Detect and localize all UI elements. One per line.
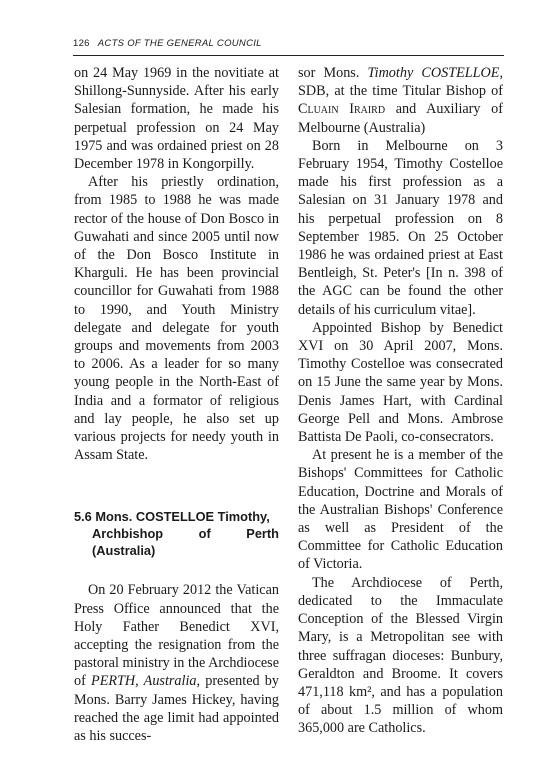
page-number: 126 <box>73 38 90 49</box>
text-run: sor Mons. <box>298 65 368 81</box>
text-run: On 20 February 2012 the Vatican Press Office announced that the Holy Father Benedict XVI, accepting the resignation from the pastoral ministry in the Archdiocese of <box>74 582 279 690</box>
paragraph: The Archdiocese of Perth, dedicated to the Immaculate Conception of the Blessed Virgin Mary, is a Metropolitan see with three suffragan dioceses: Bunbury, Geraldton and Broome. It covers 471,118 km², and has a population of about 1.5 million of whom 365,000 are Catholics. <box>298 574 503 737</box>
section-title-line2: Archbishop of Perth (Australia) <box>92 526 279 559</box>
paragraph: Born in Melbourne on 3 February 1954, Timothy Costelloe made his first profession as a Salesian on 31 January 1978 and his perpetual profession on 8 September 1985. On 25 October 1986 he was ordained priest at East Bentleigh, St. Peter's [In n. 398 of the AGC can be found the other details of his curriculum vitae]. <box>298 137 503 318</box>
section-spacer <box>74 464 279 508</box>
section-number: 5.6 <box>74 509 92 525</box>
text-run: and Auxiliary of Melbourne (Australia) <box>298 101 503 136</box>
right-column <box>298 64 503 738</box>
paragraph: At present he is a member of the Bishops' Committees for Catholic Education, Doctrine and Morals of the Australian Bishops' Conference as well as President of the Committee for Catholic Education of Victoria. <box>298 447 503 573</box>
text-run: , SDB, at the time Titular Bishop of <box>298 65 503 100</box>
paragraph <box>298 64 503 137</box>
paragraph: After his priestly ordination, from 1985 to 1988 he was made rector of the house of Don Bosco in Guwahati and since 2005 until now of the Don Bosco Institute in Kharguli. He has been provincial councillor for Guwahati from 1988 to 1990, and Youth Ministry delegate and delegate for youth groups and movements from 2003 to 2006. As a leader for so many young people in the North-East of India and a formator of religious and lay people, he also set up various projects for needy youth in Assam State. <box>74 174 279 464</box>
header-rule <box>73 55 504 56</box>
section-heading <box>74 508 279 559</box>
running-title: ACTS OF THE GENERAL COUNCIL <box>97 38 262 49</box>
section-title-line1: Mons. COSTELLOE Timothy, <box>95 509 270 525</box>
left-column <box>74 64 279 745</box>
paragraph: on 24 May 1969 in the novitiate at Shillong-Sunnyside. After his early Salesian formation, he made his perpetual profession on 24 May 1975 and was ordained priest on 28 December 1978 in Kongorpilly. <box>74 65 279 173</box>
emphasis-text: PERTH, Australia <box>91 673 197 690</box>
text-run: , presented by Mons. Barry James Hickey, having reached the age limit had appointed as his succes- <box>74 673 279 745</box>
emphasis-text: Timothy COSTELLOE <box>367 65 500 81</box>
paragraph <box>74 581 279 745</box>
paragraph: Appointed Bishop by Benedict XVI on 30 April 2007, Mons. Timothy Costelloe was consecrated on 15 June the same year by Mons. Denis James Hart, with Cardinal George Pell and Mons. Ambrose Battista De Paoli, co-consecrators. <box>298 319 503 446</box>
small-caps-text: Cluain Iraird <box>298 101 386 118</box>
running-header <box>73 38 503 49</box>
